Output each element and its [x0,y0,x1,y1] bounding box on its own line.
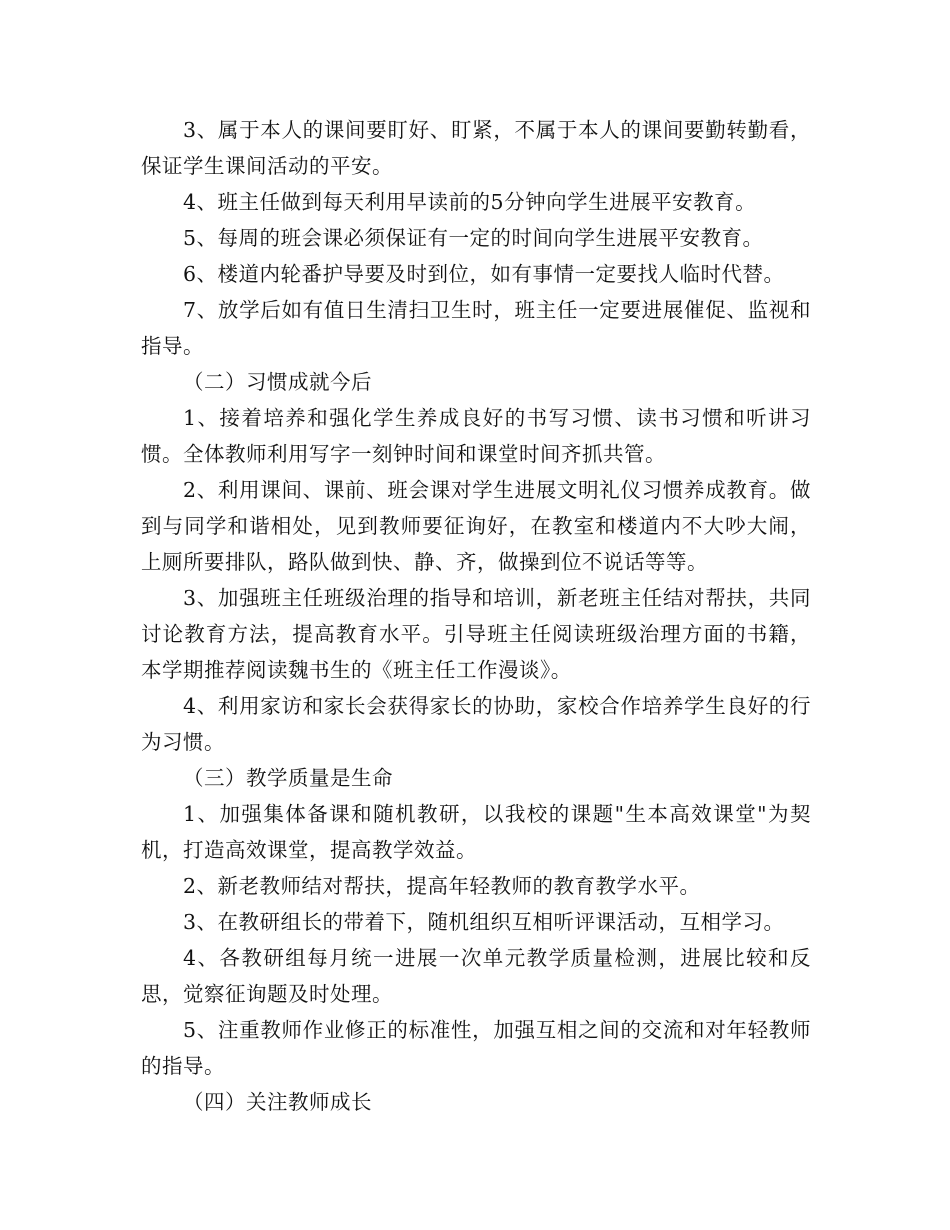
paragraph-habits-1: 1、接着培养和强化学生养成良好的书写习惯、读书习惯和听讲习惯。全体教师利用写字一刻钟时间和课堂时间齐抓共管。 [141,406,811,466]
paragraph-item-6-corridor-duty: 6、楼道内轮番护导要及时到位，如有事情一定要找人临时代替。 [183,262,785,286]
paragraph-item-3-recess-duty: 3、属于本人的课间要盯好、盯紧，不属于本人的课间要勤转勤看，保证学生课间活动的平安。 [141,118,811,178]
section-heading-teacher-growth: （四）关注教师成长 [183,1090,372,1114]
paragraph-quality-5: 5、注重教师作业修正的标准性，加强互相之间的交流和对年轻教师的指导。 [141,1018,811,1078]
paragraph-item-7-after-school: 7、放学后如有值日生清扫卫生时，班主任一定要进展催促、监视和指导。 [141,298,811,358]
document-body [141,112,811,1120]
paragraph-quality-1: 1、加强集体备课和随机教研，以我校的课题"生本高效课堂"为契机，打造高效课堂，提高教学效益。 [141,802,811,862]
paragraph-quality-2: 2、新老教师结对帮扶，提高年轻教师的教育教学水平。 [183,874,701,898]
paragraph-habits-3: 3、加强班主任班级治理的指导和培训，新老班主任结对帮扶，共同讨论教育方法，提高教育水平。引导班主任阅读班级治理方面的书籍，本学期推荐阅读魏书生的《班主任工作漫谈》。 [141,586,811,682]
paragraph-habits-2: 2、利用课间、课前、班会课对学生进展文明礼仪习惯养成教育。做到与同学和谐相处，见到教师要征询好，在教室和楼道内不大吵大闹，上厕所要排队，路队做到快、静、齐，做操到位不说话等等。 [141,478,811,574]
section-heading-teaching-quality: （三）教学质量是生命 [183,766,393,790]
paragraph-habits-4: 4、利用家访和家长会获得家长的协助，家校合作培养学生良好的行为习惯。 [141,694,811,754]
section-heading-habits: （二）习惯成就今后 [183,370,372,394]
paragraph-item-5-class-meeting: 5、每周的班会课必须保证有一定的时间向学生进展平安教育。 [183,226,764,250]
paragraph-item-4-morning-safety: 4、班主任做到每天利用早读前的5分钟向学生进展平安教育。 [183,190,757,214]
paragraph-quality-4: 4、各教研组每月统一进展一次单元教学质量检测，进展比较和反思，觉察征询题及时处理。 [141,946,811,1006]
paragraph-quality-3: 3、在教研组长的带着下，随机组织互相听评课活动，互相学习。 [183,910,785,934]
